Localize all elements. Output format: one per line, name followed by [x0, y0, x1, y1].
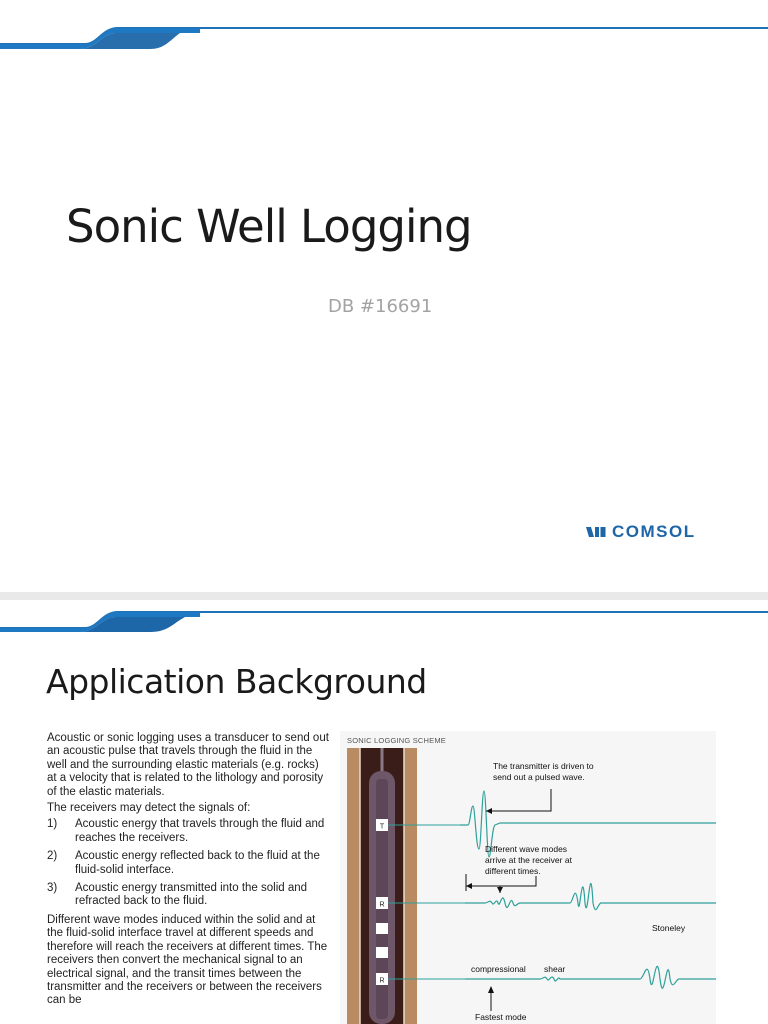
slide-subtitle: DB #16691: [328, 296, 433, 317]
slide-divider: [0, 592, 768, 600]
header-accent-band: [0, 0, 768, 60]
transmitter-note: The transmitter is driven to send out a pulsed wave.: [493, 761, 594, 782]
sonic-logging-figure: [340, 731, 716, 1024]
body-text: [47, 732, 330, 1011]
slide-title: Application Background: [46, 662, 427, 701]
slide-title: Sonic Well Logging: [66, 200, 472, 253]
receivers-intro: The receivers may detect the signals of:: [47, 802, 251, 815]
list-item-text: Acoustic energy reflected back to the fluid at the fluid-solid interface.: [75, 850, 320, 876]
application-background-slide: [0, 600, 768, 1024]
element-box: [376, 923, 388, 934]
compressional-label: compressional: [471, 964, 526, 974]
signal-list: [47, 818, 330, 908]
intro-paragraph: Acoustic or sonic logging uses a transducer to send out an acoustic pulse that travels through the fluid in the well and the surrounding elastic materials (e.g. rocks) at a velocity that is related to the lithology and porosity of the elastic materials.: [47, 732, 329, 798]
stoneley-label: Stoneley: [652, 923, 686, 933]
list-item-number: 1): [47, 818, 58, 831]
comsol-logo: [586, 522, 696, 542]
receiver-label: R: [379, 901, 385, 909]
comsol-logo-text: COMSOL: [612, 522, 696, 541]
shear-label: shear: [544, 964, 566, 974]
transmitter-label: T: [379, 823, 385, 831]
receiver-label: R: [379, 977, 385, 985]
list-item-text: Acoustic energy transmitted into the solid and refracted back to the fluid.: [75, 882, 308, 908]
list-item: [47, 850, 330, 877]
comsol-logo-mark-icon: [586, 525, 608, 539]
list-item: [47, 882, 330, 909]
closing-paragraph: Different wave modes induced within the solid and at the fluid-solid interface travel at different speeds and therefore will reach the receivers at different times. The receivers then convert the mechanical signal to an electrical signal, and the transit times between the transmitter and the receivers or between the receivers can be: [47, 913, 328, 1007]
header-accent-band: [0, 600, 768, 636]
fastest-mode-label: Fastest mode: [475, 1012, 527, 1022]
wave-modes-note: Different wave modes arrive at the receiver at different times.: [485, 844, 572, 876]
list-item-text: Acoustic energy that travels through the fluid and reaches the receivers.: [75, 818, 325, 844]
list-item: [47, 818, 330, 845]
figure-title: SONIC LOGGING SCHEME: [347, 736, 447, 745]
element-box: [376, 947, 388, 958]
list-item-number: 3): [47, 882, 58, 895]
list-item-number: 2): [47, 850, 58, 863]
